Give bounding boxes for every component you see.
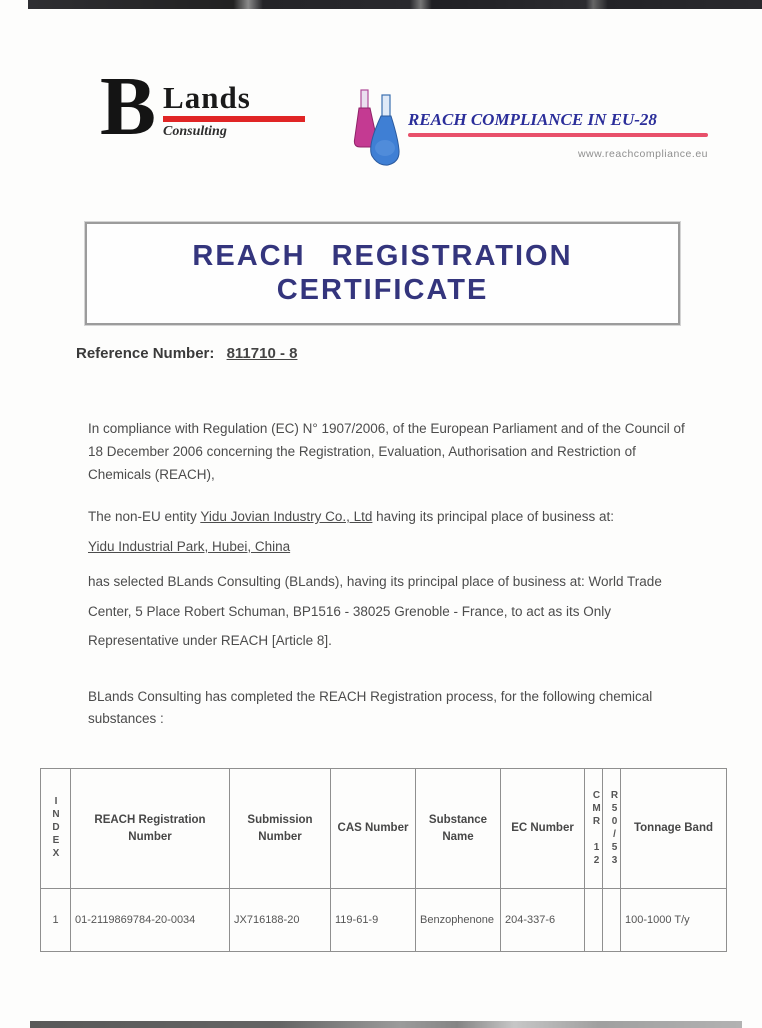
cell-submission-number: JX716188-20 [230, 889, 331, 952]
cell-tonnage-band: 100-1000 T/y [621, 889, 727, 952]
cell-ec-number: 204-337-6 [501, 889, 585, 952]
certificate-title-box [85, 222, 680, 325]
cell-substance-name: Benzophenone [416, 889, 501, 952]
logo-wordmark [163, 82, 305, 140]
header-reach-registration-number: REACH Registration Number [71, 769, 230, 889]
paragraph-completed: BLands Consulting has completed the REACH Registration process, for the following chemical substances : [88, 689, 653, 726]
banner-title: REACH COMPLIANCE IN EU-28 [408, 110, 657, 129]
paragraph-compliance: In compliance with Regulation (EC) N° 1907/2006, of the European Parliament and of the Council of 18 December 2006 concerning the Registration, Evaluation, Authorisation and Restriction of Chemicals (REACH), [88, 421, 685, 482]
cell-r50-53 [603, 889, 621, 952]
paragraph-entity [88, 502, 688, 561]
logo-lands-text: Lands [163, 80, 251, 115]
logo-consulting-text: Consulting [163, 124, 227, 139]
logo-letter-b: B [100, 60, 157, 153]
logo-red-bar [163, 116, 305, 122]
cell-cas-number: 119-61-9 [331, 889, 416, 952]
entity-intro-text: The non-EU entity [88, 509, 201, 524]
cell-index: 1 [41, 889, 71, 952]
certificate-title-line1: REACH REGISTRATION [192, 240, 573, 273]
scan-edge-bottom [30, 1021, 742, 1028]
entity-mid-text: having its principal place of business at: [372, 509, 615, 524]
chemistry-flasks-icon [352, 88, 404, 168]
banner-underline [408, 133, 708, 137]
cell-reach-registration-number: 01-2119869784-20-0034 [71, 889, 230, 952]
blands-consulting-logo [100, 60, 305, 153]
reference-number-value: 811710 - 8 [226, 345, 298, 362]
reach-compliance-banner [352, 84, 724, 160]
entity-company-name: Yidu Jovian Industry Co., Ltd [200, 509, 373, 524]
header-cas-number: CAS Number [331, 769, 416, 889]
header-substance-name: Substance Name [416, 769, 501, 889]
cell-cmr [585, 889, 603, 952]
header-r50-53: R50/53 [603, 769, 621, 889]
banner-website: www.reachcompliance.eu [577, 148, 708, 160]
substances-table [40, 768, 727, 952]
entity-address: Yidu Industrial Park, Hubei, China [88, 538, 291, 554]
table-row [41, 889, 727, 952]
scan-edge-top [28, 0, 762, 9]
header-index: INDEX [41, 769, 71, 889]
reference-number-label: Reference Number: [76, 345, 215, 362]
certificate-title-line2: CERTIFICATE [276, 273, 489, 306]
header-cmr: CMR 12 [585, 769, 603, 889]
reference-number-line [76, 345, 297, 362]
paragraph-selected-or: has selected BLands Consulting (BLands), having its principal place of business at: World Trade Center, 5 Place Robert Schuman, BP1516 - 38025 Grenoble - France, to act as its Only Representative under REACH [Article 8]. [88, 574, 662, 649]
header-ec-number: EC Number [501, 769, 585, 889]
header-tonnage-band: Tonnage Band [621, 769, 727, 889]
table-header-row [41, 769, 727, 889]
header-submission-number: Submission Number [230, 769, 331, 889]
